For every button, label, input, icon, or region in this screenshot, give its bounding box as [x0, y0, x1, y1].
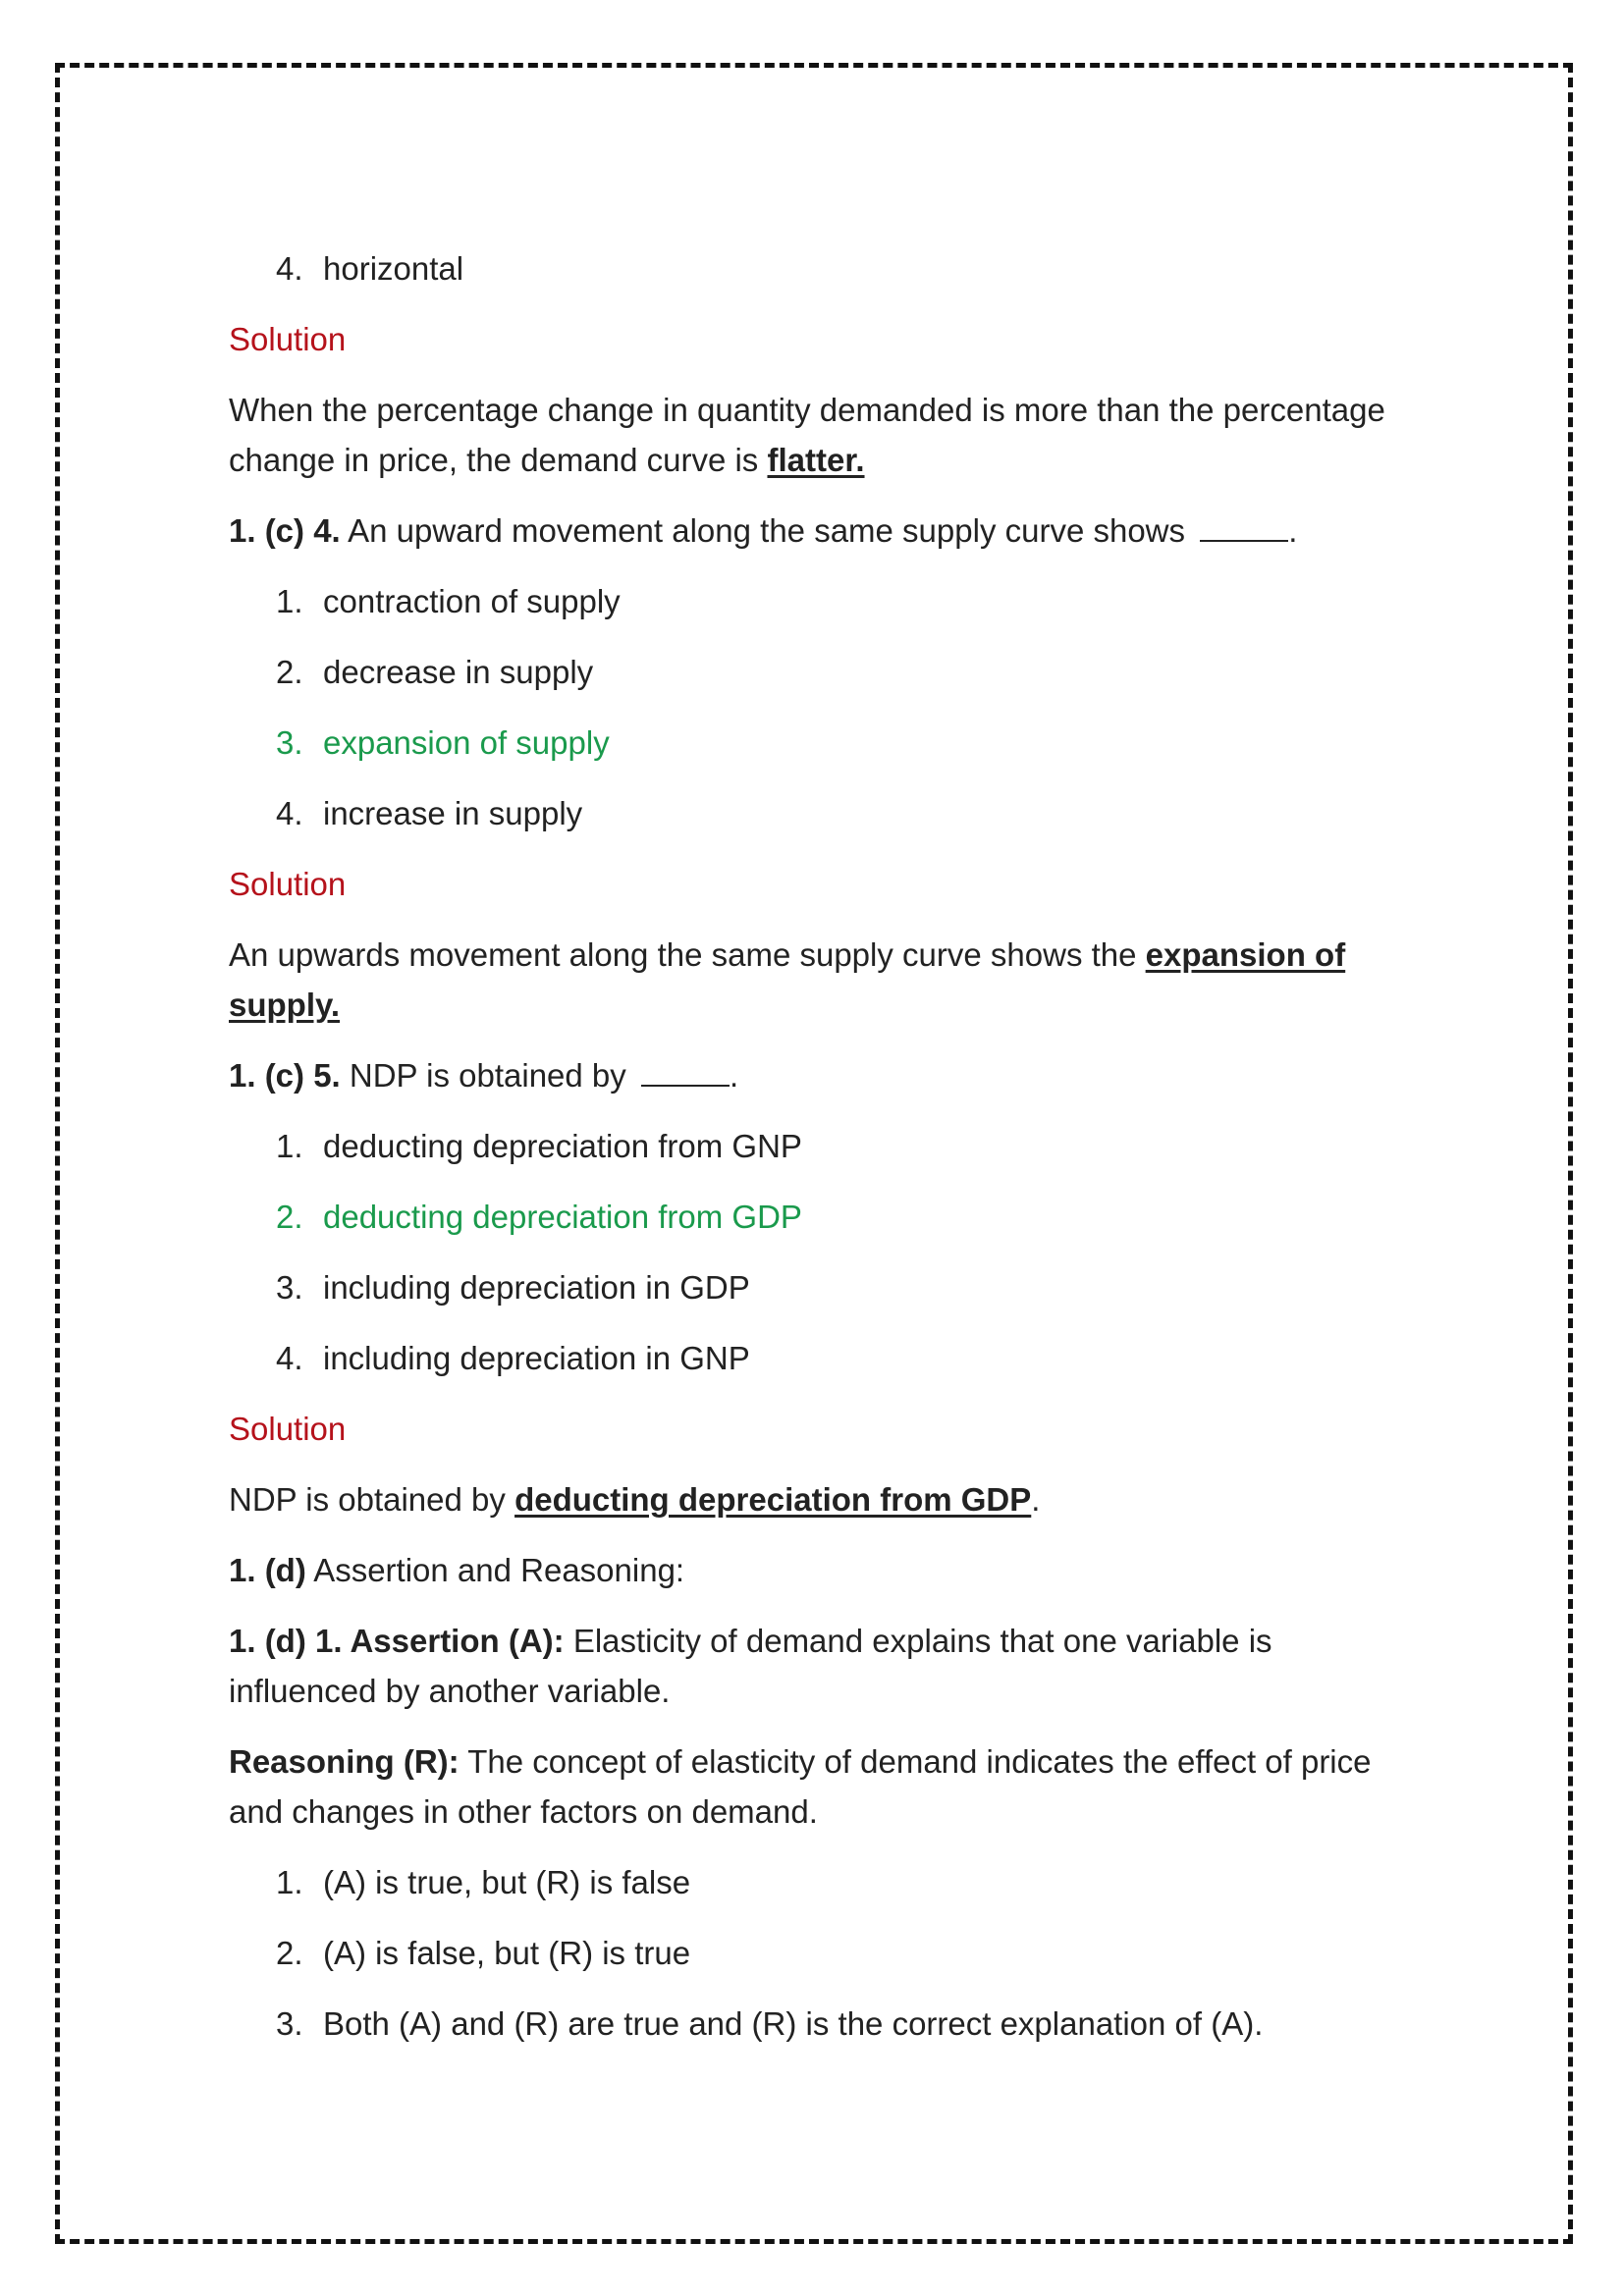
section-heading [229, 1545, 1407, 1595]
option-item [276, 1262, 1407, 1312]
option-text: decrease in supply [323, 654, 594, 690]
question-5 [229, 1050, 1407, 1100]
question-text: NDP is obtained by [349, 1057, 626, 1094]
option-text: deducting depreciation from GDP [323, 1199, 802, 1235]
reasoning-label: Reasoning (R): [229, 1743, 460, 1780]
option-number: 2. [276, 1199, 303, 1235]
option-item [276, 1928, 1407, 1978]
assertion-label: 1. (d) 1. Assertion (A): [229, 1623, 565, 1659]
solution-text [229, 1474, 1407, 1524]
answer-blank [1200, 514, 1288, 542]
option-item [276, 1333, 1407, 1383]
option-item [276, 788, 1407, 838]
option-number: 1. [276, 583, 303, 619]
answer-blank [641, 1059, 730, 1087]
question-4 [229, 506, 1407, 556]
option-number: 1. [276, 1864, 303, 1900]
option-text: deducting depreciation from GNP [323, 1128, 802, 1164]
option-item [276, 1999, 1407, 2049]
option-text: expansion of supply [323, 724, 610, 761]
question-number: 1. (c) 4. [229, 512, 341, 549]
option-number: 4. [276, 795, 303, 831]
question-text: An upward movement along the same supply curve shows [348, 512, 1186, 549]
solution-heading: Solution [229, 866, 347, 902]
section-number: 1. (d) [229, 1552, 306, 1588]
option-item [276, 576, 1407, 626]
solution-answer: flatter. [767, 442, 865, 478]
option-item [276, 1857, 1407, 1907]
assertion [229, 1616, 1407, 1716]
option-item [276, 243, 1407, 294]
option-text: including depreciation in GDP [323, 1269, 750, 1306]
option-number: 3. [276, 2005, 303, 2042]
option-text: (A) is false, but (R) is true [323, 1935, 691, 1971]
option-text: contraction of supply [323, 583, 621, 619]
document-content [229, 243, 1407, 2069]
solution-text [229, 385, 1407, 485]
option-item-correct [276, 1192, 1407, 1242]
option-text: Both (A) and (R) are true and (R) is the correct explanation of (A). [323, 2005, 1264, 2042]
option-number: 4. [276, 1340, 303, 1376]
solution-heading: Solution [229, 321, 347, 357]
assertion-text: Elasticity of demand explains that one variable is influenced by another variable. [229, 1623, 1272, 1709]
section-title: Assertion and Reasoning: [313, 1552, 685, 1588]
option-number: 3. [276, 724, 303, 761]
option-number: 2. [276, 1935, 303, 1971]
option-text: horizontal [323, 250, 464, 287]
reasoning [229, 1736, 1407, 1837]
option-text: increase in supply [323, 795, 583, 831]
question-number: 1. (c) 5. [229, 1057, 341, 1094]
option-number: 4. [276, 250, 303, 287]
option-number: 1. [276, 1128, 303, 1164]
solution-text-end: . [1031, 1481, 1041, 1518]
reasoning-text: The concept of elasticity of demand indicates the effect of price and changes in other factors on demand. [229, 1743, 1372, 1830]
solution-text [229, 930, 1407, 1030]
solution-text-body: An upwards movement along the same supply curve shows the [229, 936, 1146, 973]
option-item-correct [276, 718, 1407, 768]
option-item [276, 1121, 1407, 1171]
option-item [276, 647, 1407, 697]
solution-answer: expansion of supply. [229, 936, 1346, 1023]
question-end: . [729, 1057, 739, 1094]
solution-text-body: NDP is obtained by [229, 1481, 515, 1518]
solution-answer: deducting depreciation from GDP [514, 1481, 1032, 1518]
option-text: (A) is true, but (R) is false [323, 1864, 691, 1900]
solution-text-body: When the percentage change in quantity demanded is more than the percentage change in price, the demand curve is [229, 392, 1385, 478]
option-number: 2. [276, 654, 303, 690]
option-text: including depreciation in GNP [323, 1340, 750, 1376]
question-end: . [1288, 512, 1298, 549]
option-number: 3. [276, 1269, 303, 1306]
solution-heading: Solution [229, 1411, 347, 1447]
